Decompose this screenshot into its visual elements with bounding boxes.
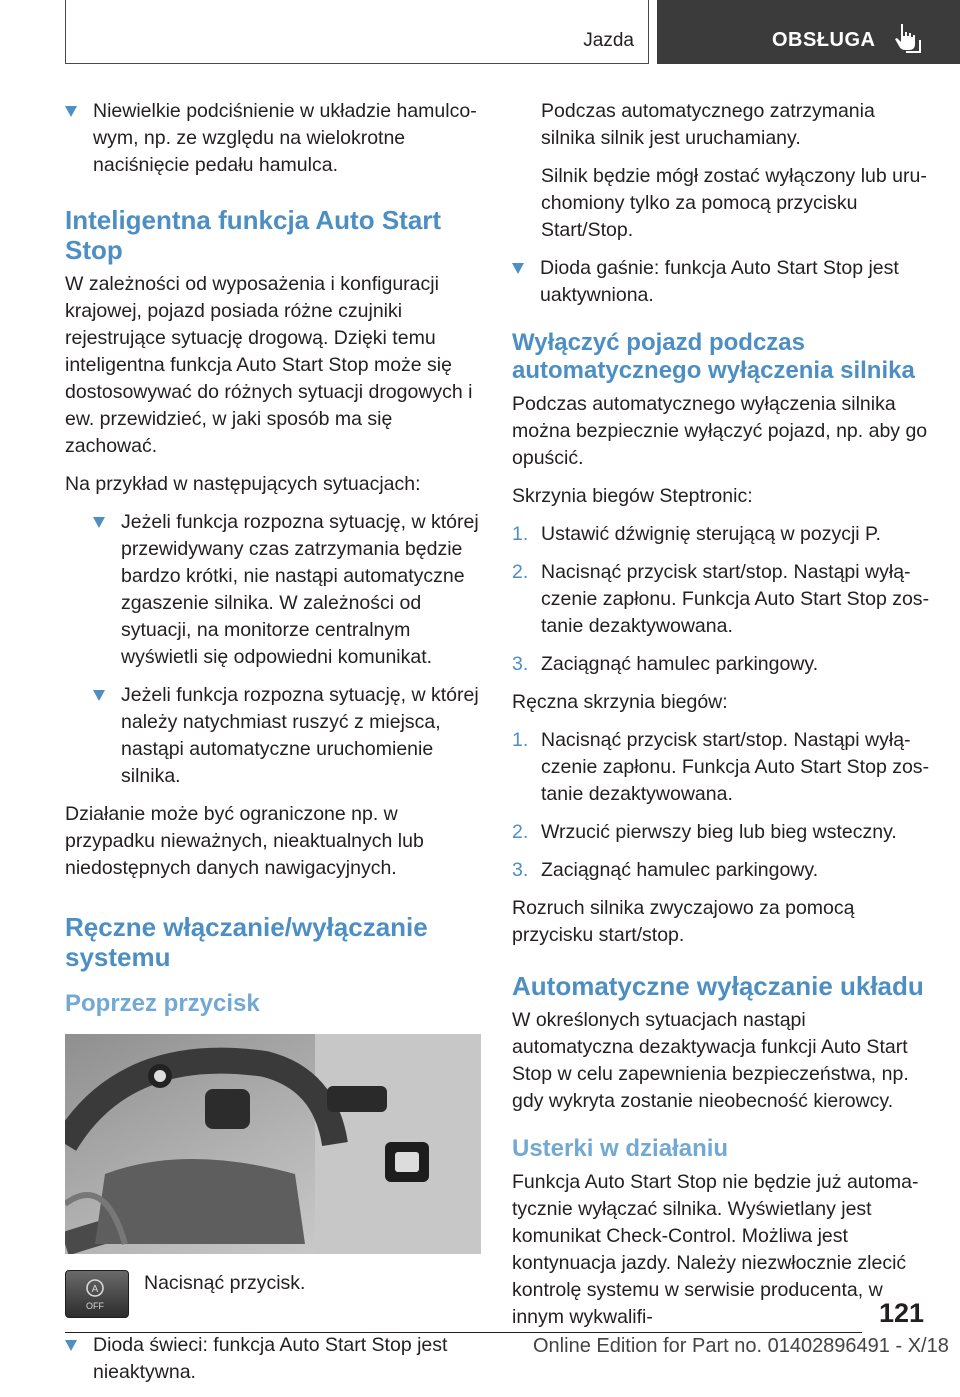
manual-steps [512, 727, 930, 884]
auto-start-stop-button-icon [65, 1270, 129, 1318]
steptronic-steps [512, 521, 930, 678]
step-text: Zaciągnąć hamulec parkingowy. [541, 653, 819, 675]
bullet-item [512, 255, 930, 309]
heading-switch-off-vehicle: Wyłączyć pojazd podczas automatycznego wyłączenia silnika [512, 329, 915, 384]
step-number: 1. [512, 729, 529, 751]
right-column [512, 98, 930, 1342]
press-button-text: Nacisnąć przycisk. [144, 1272, 306, 1294]
triangle-bullet-icon [65, 106, 77, 117]
paragraph: Rozruch silnika zwyczajowo za pomocą przycisku start/stop. [512, 897, 855, 946]
paragraph: Podczas automatycznego zatrzymania silnika silnik jest uruchamiany. [541, 100, 875, 149]
bullet-item [65, 98, 481, 179]
step-text: Wrzucić pierwszy bieg lub bieg wsteczny. [541, 821, 897, 843]
svg-text:A: A [91, 1284, 99, 1295]
paragraph: Podczas automatycznego wyłączenia silnika można bezpiecznie wyłączyć pojazd, np. aby go opuścić. [512, 393, 928, 469]
bullet-text: Niewielkie podciśnienie w układzie hamulcowym, np. ze względu na wielokrotne naciśnięcie pedału hamulca. [93, 100, 477, 176]
header-frame [65, 0, 649, 64]
list-item [512, 857, 930, 884]
bullet-text: Jeżeli funkcja rozpozna sytuację, w której przewidywany czas zatrzymania będzie bardzo krótki, nie nastąpi automatyczne zgaszenie silnika. W zależności od sytuacji, na monitorze centralnym wyświetli się odpowiedni komunikat. [121, 511, 479, 668]
triangle-bullet-icon [93, 690, 105, 701]
heading-automatic-deactivation: Automatyczne wyłączanie układu [512, 971, 924, 1001]
steering-wheel-photo [65, 1034, 481, 1254]
step-number: 2. [512, 561, 529, 583]
button-instruction [65, 1270, 481, 1322]
heading-manual-switch: Ręczne włączanie/wyłączanie systemu [65, 912, 428, 972]
paragraph: Silnik będzie mógł zostać wyłączony lub uruchomiony tylko za pomocą przycisku Start/Stop. [541, 165, 927, 241]
bullet-item [93, 509, 481, 671]
list-item [512, 651, 930, 678]
step-text: Ustawić dźwignię sterującą w pozycji P. [541, 523, 881, 545]
chapter-tab [657, 0, 960, 64]
button-off-label: OFF [86, 1301, 104, 1311]
list-item [512, 559, 930, 640]
heading-malfunctions: Usterki w działaniu [512, 1135, 729, 1162]
hand-pointer-icon [893, 22, 923, 54]
step-number: 1. [512, 523, 529, 545]
bullet-item [65, 1332, 481, 1386]
list-item [512, 819, 930, 846]
paragraph: Na przykład w następujących sytuacjach: [65, 473, 421, 495]
bullet-text: Dioda świeci: funkcja Auto Start Stop jest nieaktywna. [93, 1334, 448, 1383]
triangle-bullet-icon [512, 263, 524, 274]
triangle-bullet-icon [93, 517, 105, 528]
paragraph: Działanie może być ograniczone np. w przypadku nieważnych, nieaktualnych lub niedostępnych danych nawigacyjnych. [65, 803, 424, 879]
bullet-text: Dioda gaśnie: funkcja Auto Start Stop jest uaktywniona. [540, 257, 899, 306]
paragraph: Funkcja Auto Start Stop nie będzie już automatycznie wyłączać silnika. Wyświetlany jest komunikat Check-Control. Możliwa jest kontynuacja jazdy. Należy niezwłocznie zlecić kontrolę systemu w serwisie producenta, w innym wykwalifi- [512, 1171, 919, 1328]
paragraph: W określonych sytuacjach nastąpi automatyczna dezaktywacja funkcji Auto Start Stop w celu zapewnienia bezpieczeństwa, np. gdy wykryta zostanie nieobecność kierowcy. [512, 1009, 909, 1112]
bullet-item [93, 682, 481, 790]
list-item [512, 521, 930, 548]
triangle-bullet-icon [65, 1340, 77, 1351]
cockpit-illustration [65, 1034, 481, 1254]
footer-divider [65, 1332, 862, 1333]
list-item [512, 727, 930, 808]
bullet-text: Jeżeli funkcja rozpozna sytuację, w której należy natychmiast ruszyć z miejsca, nastąpi automatyczne uruchomienie silnika. [121, 684, 479, 787]
page-number: 121 [878, 1298, 924, 1328]
heading-via-button: Poprzez przycisk [65, 990, 260, 1017]
paragraph: Ręczna skrzynia biegów: [512, 691, 728, 713]
section-title: Jazda [583, 30, 634, 51]
heading-intelligent-auto-start-stop: Inteligentna funkcja Auto Start Stop [65, 205, 442, 265]
step-number: 2. [512, 821, 529, 843]
chapter-tab-label: OBSŁUGA [772, 29, 876, 51]
step-text: Zaciągnąć hamulec parkingowy. [541, 859, 819, 881]
step-number: 3. [512, 859, 529, 881]
step-number: 3. [512, 653, 529, 675]
step-text: Nacisnąć przycisk start/stop. Nastąpi wyłączenie zapłonu. Funkcja Auto Start Stop zostanie dezaktywowana. [541, 561, 930, 637]
edition-footer: Online Edition for Part no. 01402896491 - X/18 [533, 1335, 949, 1357]
step-text: Nacisnąć przycisk start/stop. Nastąpi wyłączenie zapłonu. Funkcja Auto Start Stop zostanie dezaktywowana. [541, 729, 930, 805]
paragraph: W zależności od wyposażenia i konfiguracji krajowej, pojazd posiada różne czujniki rejestrujące sytuację drogową. Dzięki temu inteligentna funkcja Auto Start Stop może się dostosowywać do różnych sytuacji drogowych i ew. przewidzieć, w jaki sposób ma się zachować. [65, 273, 473, 457]
paragraph: Skrzynia biegów Steptronic: [512, 485, 753, 507]
left-column [65, 98, 481, 1397]
